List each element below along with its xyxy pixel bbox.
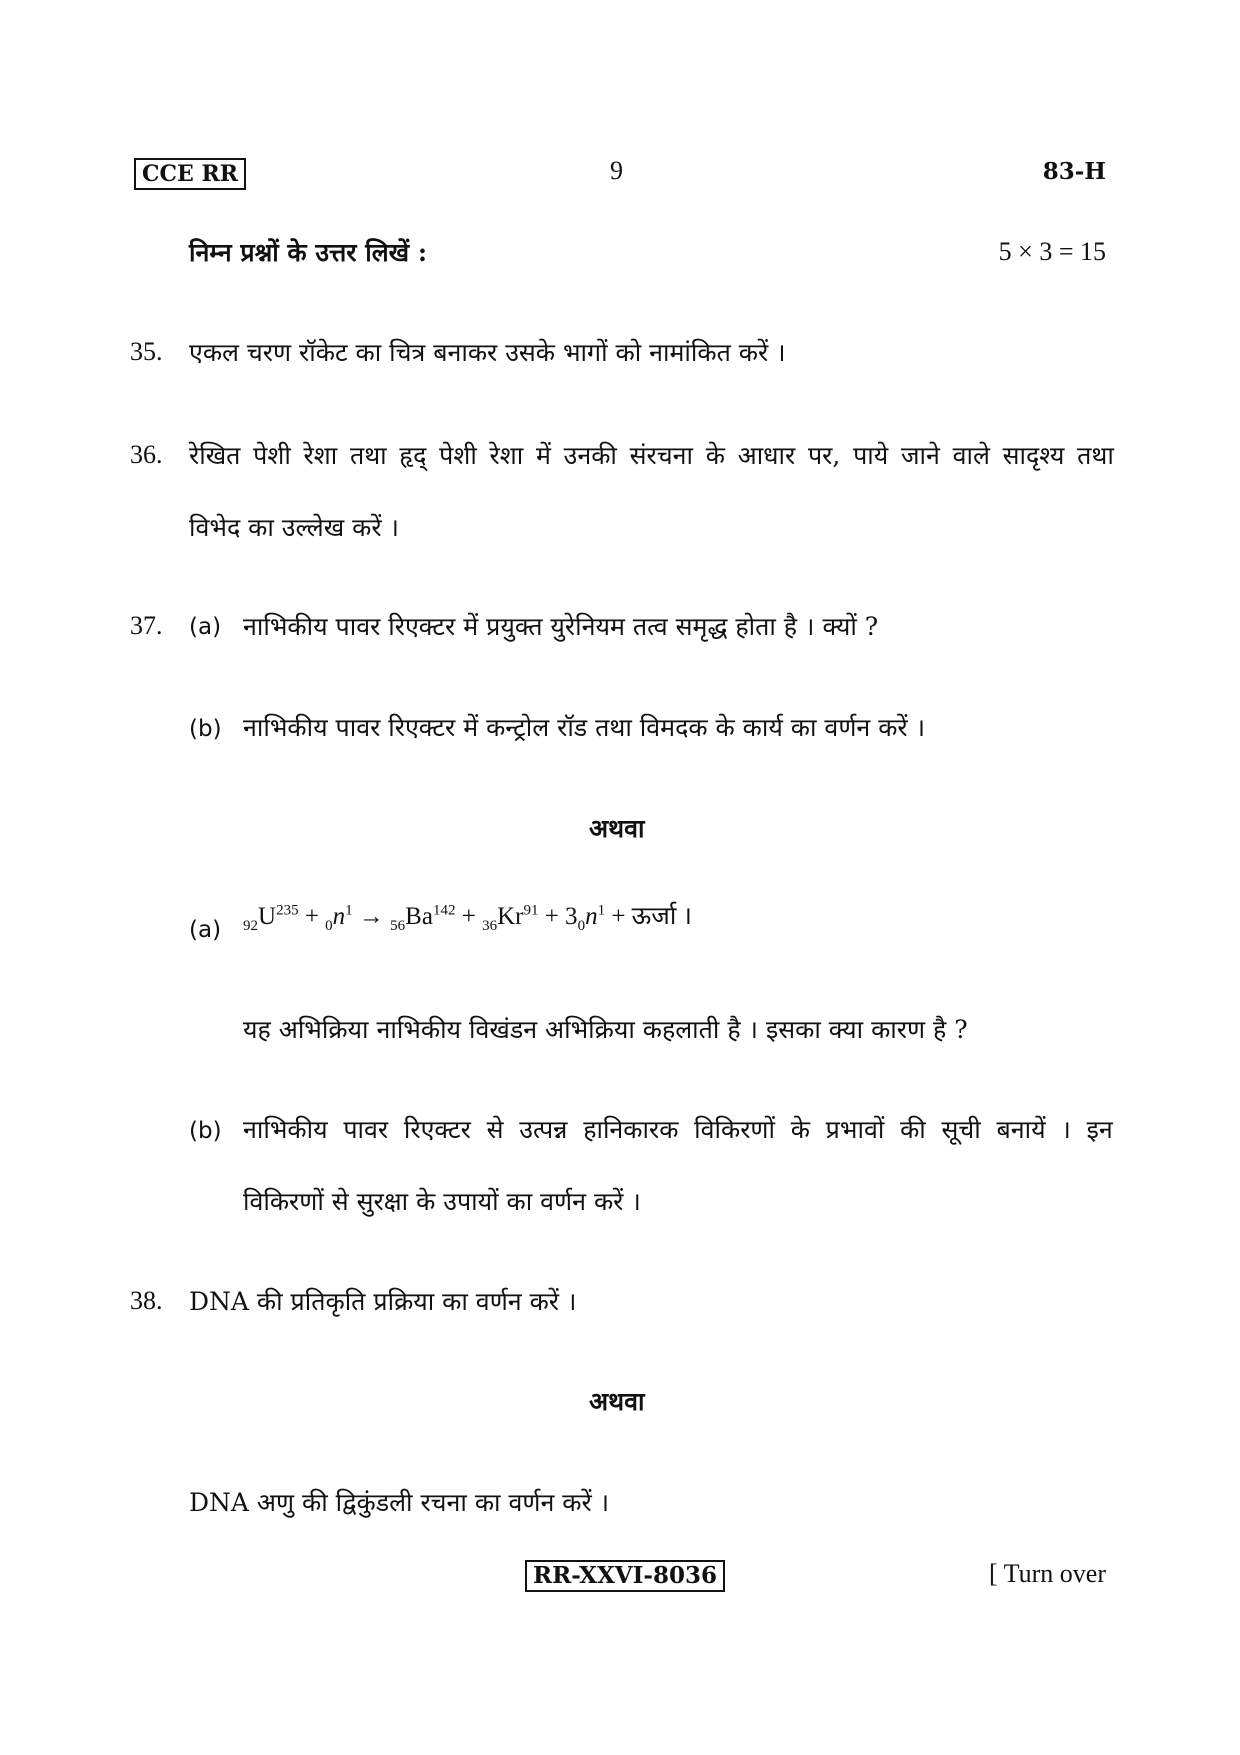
word: पेशी — [253, 441, 291, 470]
energy-term: + ऊर्जा । — [611, 903, 693, 930]
neutron-symbol: n — [585, 903, 598, 930]
word: नाभिकीय — [243, 1115, 328, 1144]
word: तथा — [349, 441, 387, 470]
question-37-alt-b-line-1 — [243, 1113, 1113, 1147]
word: में — [535, 441, 551, 470]
word: संरचना — [629, 441, 693, 470]
word: जाने — [900, 441, 940, 470]
atomic-number: 56 — [390, 918, 406, 934]
marks-allocation: 5 × 3 = 15 — [998, 237, 1106, 266]
or-divider: अथवा — [589, 814, 645, 843]
reaction-arrow: → — [358, 903, 384, 930]
question-37a-text: नाभिकीय पावर रिएक्टर में प्रयुक्त युरेनियम तत्व समृद्ध होता है । क्यों ? — [243, 612, 879, 641]
turn-over-note: [ Turn over — [988, 1559, 1106, 1588]
or-divider-38: अथवा — [589, 1387, 645, 1416]
atomic-number: 92 — [243, 918, 258, 934]
word: हानिकारक — [583, 1115, 679, 1144]
question-38-alt-text: DNA अणु की द्विकुंडली रचना का वर्णन करें । — [189, 1488, 610, 1517]
word: सूची — [941, 1115, 981, 1144]
question-36-line-1 — [189, 439, 1114, 473]
instruction-heading: निम्न प्रश्नों के उत्तर लिखें : — [189, 238, 428, 267]
word: रिएक्टर — [403, 1115, 471, 1144]
word: की — [900, 1115, 926, 1144]
plus-sign: + 3 — [544, 903, 578, 930]
question-35-text: एकल चरण रॉकेट का चित्र बनाकर उसके भागों को नामांकित करें । — [189, 338, 786, 367]
plus-sign: + — [461, 903, 476, 930]
mass-number: 235 — [276, 902, 299, 919]
element-symbol: U — [258, 903, 277, 930]
question-37-alt-a-text: यह अभिक्रिया नाभिकीय विखंडन अभिक्रिया कहलाती है । इसका क्या कारण है ? — [243, 1015, 968, 1044]
question-number-36: 36. — [130, 440, 163, 469]
word: सादृश्य — [1002, 441, 1065, 470]
question-36-line-2: विभेद का उल्लेख करें । — [189, 513, 399, 542]
word: रेशा — [489, 441, 524, 470]
word: रेखित — [189, 441, 241, 470]
word: हृद् — [399, 441, 427, 470]
word: रेशा — [303, 441, 338, 470]
question-number-38: 38. — [130, 1286, 163, 1315]
word: पाये — [853, 441, 889, 470]
page-number: 9 — [610, 156, 623, 185]
plus-sign: + — [304, 903, 319, 930]
word: उनकी — [563, 441, 617, 470]
word: विकिरणों — [694, 1115, 775, 1144]
paper-series-box — [134, 158, 246, 190]
word: पावर — [343, 1115, 389, 1144]
word: वाले — [952, 441, 990, 470]
mass-number: 142 — [432, 902, 456, 919]
word: । — [1061, 1115, 1071, 1144]
part-label-b: (b) — [189, 716, 222, 742]
element-symbol: Ba — [405, 903, 433, 930]
atomic-number: 0 — [325, 918, 333, 934]
question-number-37: 37. — [130, 611, 163, 640]
part-label-a: (a) — [189, 614, 222, 640]
paper-series-label: CCE RR — [142, 161, 239, 187]
mass-number: 1 — [345, 902, 353, 919]
word: बनायें — [996, 1115, 1046, 1144]
part-label-alt-a: (a) — [189, 917, 222, 943]
element-symbol: Kr — [497, 903, 524, 930]
mass-number: 91 — [523, 902, 539, 919]
nuclear-fission-equation — [243, 898, 692, 935]
subject-code: 83-H — [1042, 158, 1106, 185]
word: तथा — [1077, 441, 1114, 470]
question-38-text: DNA की प्रतिकृति प्रक्रिया का वर्णन करें । — [189, 1287, 577, 1316]
word: से — [486, 1115, 504, 1144]
word: पेशी — [439, 441, 477, 470]
question-37b-text: नाभिकीय पावर रिएक्टर में कन्ट्रोल रॉड तथा विमदक के कार्य का वर्णन करें । — [243, 713, 926, 742]
atomic-number: 0 — [577, 918, 586, 934]
part-label-alt-b: (b) — [189, 1118, 222, 1144]
word: के — [705, 441, 725, 470]
question-number-35: 35. — [130, 337, 163, 366]
neutron-symbol: n — [332, 903, 346, 930]
booklet-code: RR-XXVI-8036 — [533, 1562, 717, 1589]
word: के — [790, 1115, 810, 1144]
word: पर, — [807, 441, 841, 470]
question-37-alt-b-line-2: विकिरणों से सुरक्षा के उपायों का वर्णन करें । — [243, 1187, 641, 1216]
word: आधार — [737, 441, 796, 470]
word: उत्पन्न — [519, 1115, 568, 1144]
word: प्रभावों — [825, 1115, 885, 1144]
atomic-number: 36 — [482, 918, 498, 934]
booklet-code-box — [525, 1560, 725, 1592]
word: इन — [1086, 1115, 1113, 1144]
mass-number: 1 — [597, 902, 606, 919]
